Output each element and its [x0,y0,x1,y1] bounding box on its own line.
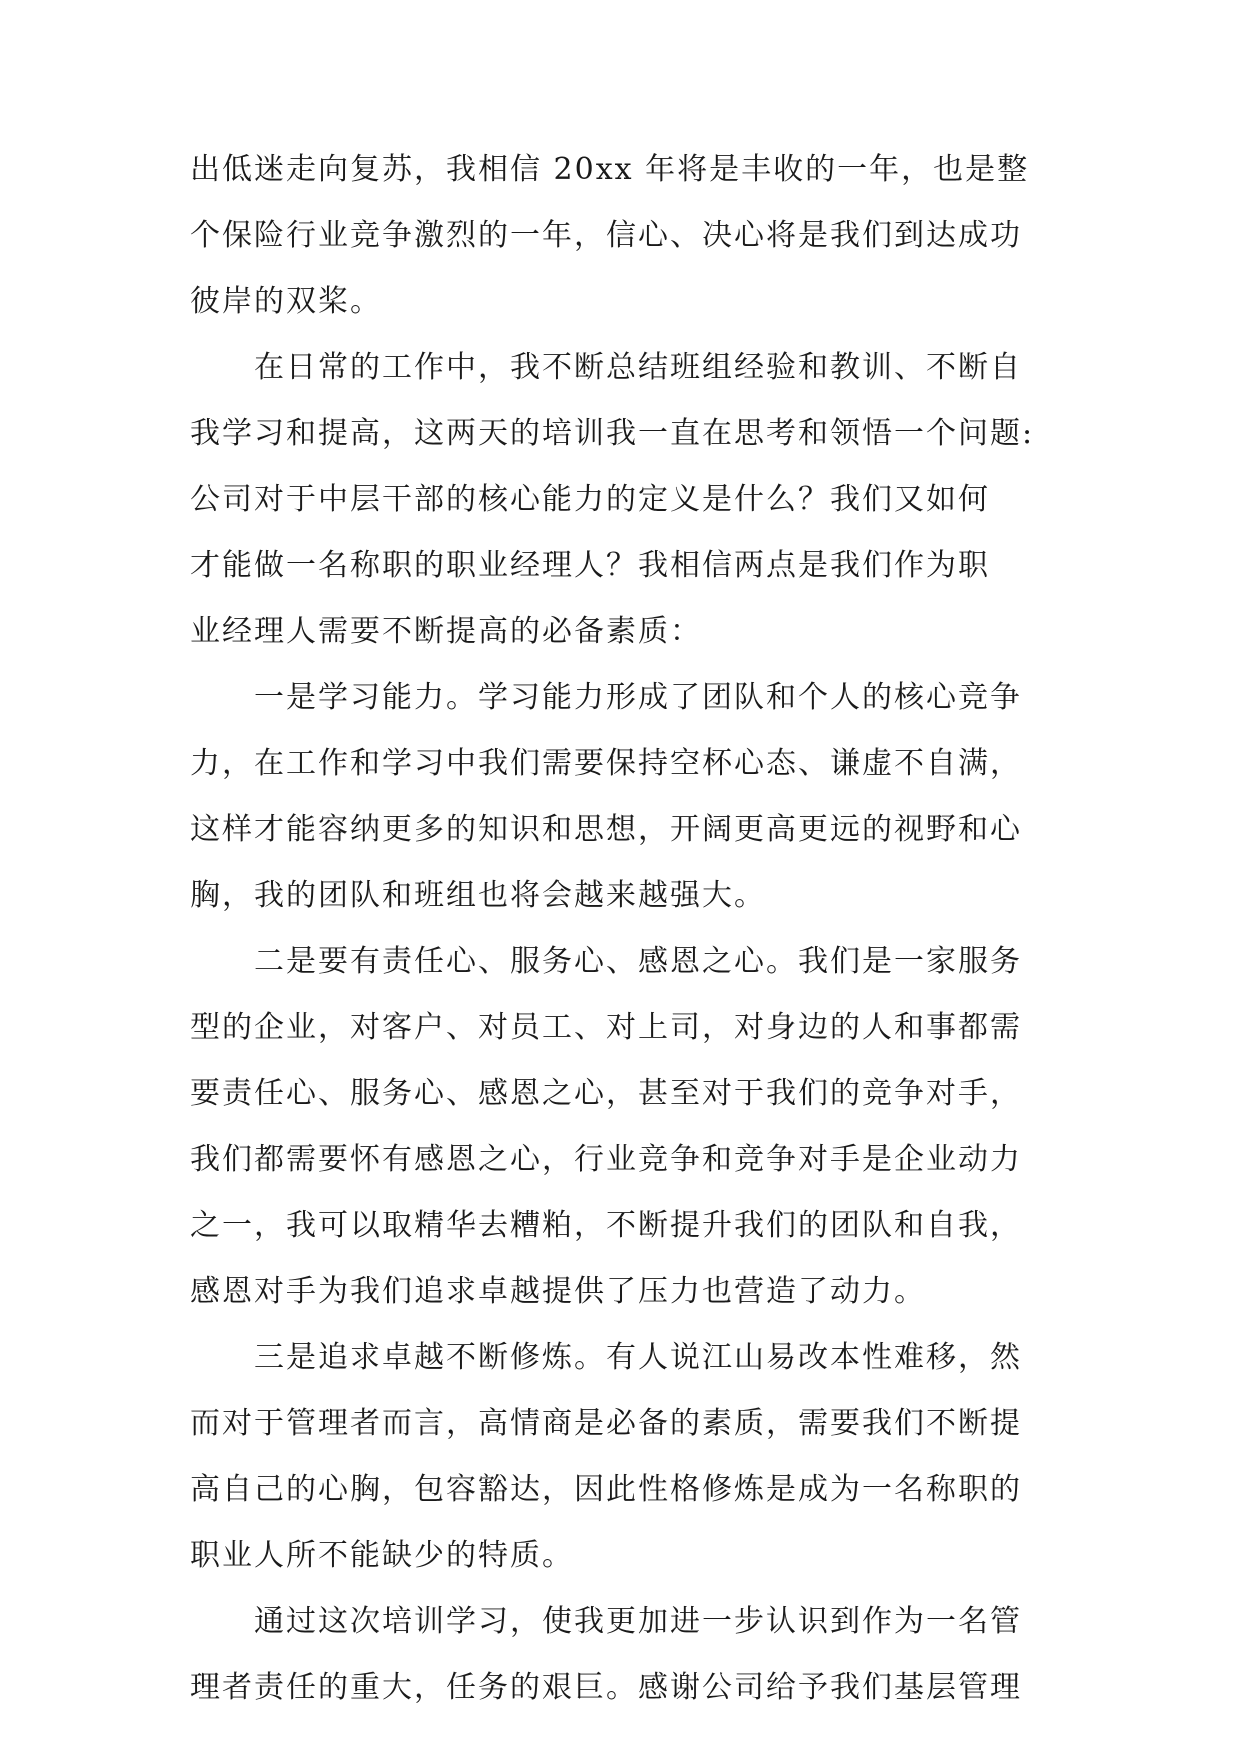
text-line: 要责任心、服务心、感恩之心，甚至对于我们的竞争对手， [190,1076,1022,1111]
text-line: 感恩对手为我们追求卓越提供了压力也营造了动力。 [190,1274,926,1309]
text-line: 我们都需要怀有感恩之心，行业竞争和竞争对手是企业动力 [190,1142,1022,1177]
text-line: 职业人所不能缺少的特质。 [190,1538,574,1573]
text-line: 三是追求卓越不断修炼。有人说江山易改本性难移，然 [254,1340,1022,1375]
text-line: 一是学习能力。学习能力形成了团队和个人的核心竞争 [254,680,1022,715]
text-line: 这样才能容纳更多的知识和思想，开阔更高更远的视野和心 [190,812,1022,847]
text-line: 之一，我可以取精华去糟粕，不断提升我们的团队和自我， [190,1208,1022,1243]
text-line: 在日常的工作中，我不断总结班组经验和教训、不断自 [254,350,1022,385]
text-line: 力，在工作和学习中我们需要保持空杯心态、谦虚不自满， [190,746,1022,781]
text-line: 出低迷走向复苏，我相信 20xx 年将是丰收的一年，也是整 [190,152,1030,187]
text-line: 胸，我的团队和班组也将会越来越强大。 [190,878,766,913]
text-line: 彼岸的双桨。 [190,284,382,319]
text-line: 业经理人需要不断提高的必备素质： [190,614,702,649]
text-line: 才能做一名称职的职业经理人？我相信两点是我们作为职 [190,548,990,583]
text-line: 理者责任的重大，任务的艰巨。感谢公司给予我们基层管理 [190,1670,1022,1705]
text-line: 型的企业，对客户、对员工、对上司，对身边的人和事都需 [190,1010,1022,1045]
text-line: 高自己的心胸，包容豁达，因此性格修炼是成为一名称职的 [190,1472,1022,1507]
text-line: 我学习和提高，这两天的培训我一直在思考和领悟一个问题: [190,416,1035,451]
text-line: 个保险行业竞争激烈的一年，信心、决心将是我们到达成功 [190,218,1022,253]
text-line: 二是要有责任心、服务心、感恩之心。我们是一家服务 [254,944,1022,979]
text-line: 公司对于中层干部的核心能力的定义是什么？我们又如何 [190,482,990,517]
text-line: 而对于管理者而言，高情商是必备的素质，需要我们不断提 [190,1406,1022,1441]
text-line: 通过这次培训学习，使我更加进一步认识到作为一名管 [254,1604,1022,1639]
